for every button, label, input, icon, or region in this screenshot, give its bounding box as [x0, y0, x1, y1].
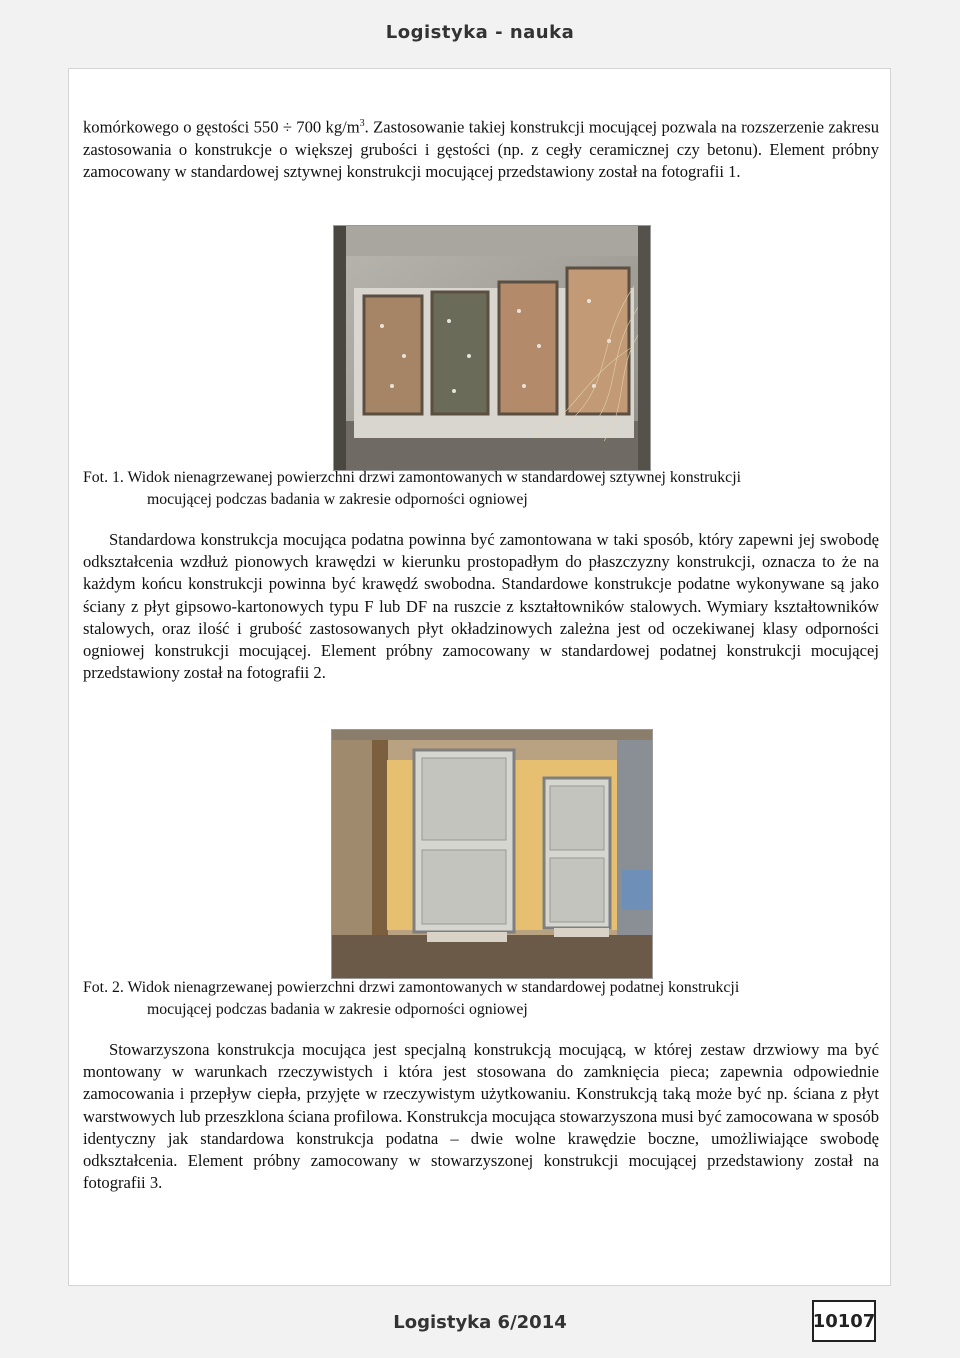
- caption-photo-2-line1: Fot. 2. Widok nienagrzewanej powierzchni drzwi zamontowanych w standardowej podatnej konstrukcji: [83, 979, 740, 996]
- paragraph-1: [83, 113, 879, 183]
- page-content: [68, 68, 891, 1286]
- photo-2: [331, 729, 653, 979]
- photo-2-image: [332, 730, 652, 978]
- journal-footer: Logistyka 6/2014: [393, 1312, 567, 1333]
- page-number-box: 10107: [812, 1300, 876, 1342]
- caption-photo-2-line2: mocującej podczas badania w zakresie odporności ogniowej: [147, 1001, 528, 1018]
- paragraph-1-start: komórkowego o gęstości 550 ÷ 700 kg/m: [83, 117, 360, 137]
- paragraph-2: Standardowa konstrukcja mocująca podatna powinna być zamontowana w taki sposób, który zapewni jej swobodę odkształcenia wzdłuż pionowych krawędzi w kierunku prostopadłym do płaszczyzny konstrukcji, oznacza to że na każdym końcu konstrukcji powinna być krawędź swobodna. Standardowe konstrukcje podatne wykonywane są jako ściany z płyt gipsowo-kartonowych typu F lub DF na ruszcie z kształtowników stalowych. Wymiary kształtowników stalowych, oraz ilość i grubość zastosowanych płyt okładzinowych zależna jest od oczekiwanej klasy odporności ogniowej konstrukcji mocującej. Element próbny zamocowany w standardowej podatnej konstrukcji mocującej przedstawiony został na fotografii 2.: [83, 530, 879, 683]
- caption-photo-1-line1: Fot. 1. Widok nienagrzewanej powierzchni drzwi zamontowanych w standardowej sztywnej konstrukcji: [83, 469, 741, 486]
- paragraph-3: Stowarzyszona konstrukcja mocująca jest specjalną konstrukcją mocującą, w której zestaw drzwiowy ma być montowany w warunkach rzeczywistych i która jest stosowana do zamknięcia pieca; zapewnia odpowiednie zamocowania i przepływ ciepła, przyjęte w rzeczywistym użytkowaniu. Konstrukcją taką może być np. ściana z płyt warstwowych lub przeszklona ściana profilowa. Konstrukcja mocująca stowarzyszona musi być zamocowana w sposób identyczny jak standardowa konstrukcja podatna – dwie wolne krawędzie boczne, umożliwiające swobodę odkształcenia. Element próbny zamocowany w stowarzyszonej konstrukcji mocującej przedstawiony został na fotografii 3.: [83, 1040, 879, 1193]
- caption-photo-2: [83, 977, 879, 1021]
- photo-1: [333, 225, 651, 471]
- unit-exponent: 3: [359, 118, 365, 129]
- paragraph-1-end: . Zastosowanie takiej konstrukcji mocującej pozwala na rozszerzenie zakresu zastosowania o konstrukcje o większej grubości i gęstości (np. z cegły ceramicznej czy betonu). Element próbny zamocowany w standardowej sztywnej konstrukcji mocującej przedstawiony został na fotografii 1.: [83, 117, 879, 181]
- running-header: Logistyka - nauka: [385, 22, 575, 43]
- photo-1-image: [334, 226, 650, 470]
- caption-photo-1-line2: mocującej podczas badania w zakresie odporności ogniowej: [147, 491, 528, 508]
- caption-photo-1: [83, 467, 879, 511]
